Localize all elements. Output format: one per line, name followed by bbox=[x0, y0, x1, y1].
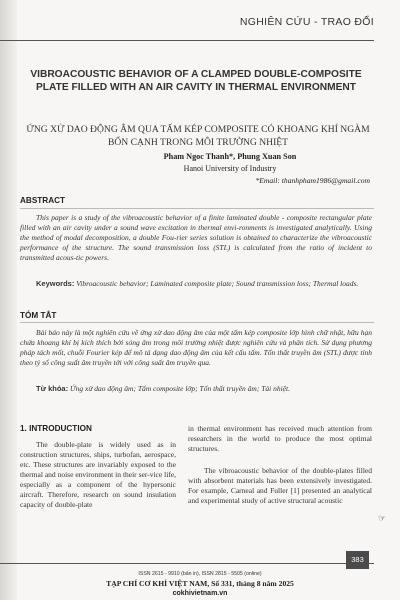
abstract-heading: ABSTRACT bbox=[20, 196, 66, 205]
binding-shadow bbox=[0, 0, 17, 600]
footer-rule bbox=[0, 563, 374, 564]
keywords-label: Keywords: bbox=[36, 279, 75, 288]
intro-heading: 1. INTRODUCTION bbox=[20, 424, 92, 433]
intro-left-column: The double-plate is widely used as in construction structures, ships, turbofan, aerospace, etc. These structures are invariably exposed to the thermal and noise environment in their ser-vice life, especially as a component of the hypersonic aircraft. Therefore, research on sound insulation capacity of double-plate bbox=[20, 440, 176, 509]
author-names: Pham Ngoc Thanh*, Phung Xuan Son bbox=[163, 152, 297, 161]
abstract-body: This paper is a study of the vibroacoustic behavior of a finite laminated double - composite rectangular plate filled with an air cavity under a sound wave excitation in thermal envi-ronments is investigated analytically. Using the method of modal decomposition, a double Fou-rier series solution is obtained to characterize the vibroacoustic performance of the structure. The sound transmission loss (STL) is calculated from the ratio of incident to transmitted acous-tic powers. bbox=[20, 213, 372, 262]
summary-keywords-list: Ứng xử dao động âm; Tấm composite lớp; Tổn thất truyền âm; Tải nhiệt. bbox=[69, 384, 290, 393]
author-email[interactable]: *Email: thanhpham1986@gmail.com bbox=[255, 176, 370, 185]
page-number: 383 bbox=[346, 551, 369, 569]
title-vietnamese: ỨNG XỬ DAO ĐỘNG ÂM QUA TẤM KÉP COMPOSITE CÓ KHOANG KHÍ NGÀM BỐN CẠNH TRONG MÔI TRƯỜNG NHIỆT bbox=[26, 124, 370, 148]
title-english: VIBROACOUSTIC BEHAVIOR OF A CLAMPED DOUBLE-COMPOSITE PLATE FILLED WITH AN AIR CAVITY IN THERMAL ENVIRONMENT bbox=[30, 69, 362, 93]
footer-journal: TẠP CHÍ CƠ KHÍ VIỆT NAM, Số 331, tháng 8 năm 2025 bbox=[106, 579, 294, 588]
summary-heading: TÓM TẮT bbox=[20, 311, 57, 320]
intro-right-column-p1: in thermal environment has received much attention from researchers in the world to produce the most optimal structures. bbox=[188, 424, 372, 453]
intro-right-column-p2: The vibroacoustic behavior of the double-plates filled with absorbent materials has been extensively investigated. For example, Carneal and Fuller [1] presented an analytical and experimental study of active structural acoustic bbox=[188, 466, 372, 505]
section-tag: NGHIÊN CỨU - TRAO ĐỔI bbox=[239, 16, 374, 28]
keywords-list: Vibroacoustic behavior; Laminated composite plate; Sound transmission loss; Thermal loads. bbox=[76, 279, 359, 288]
summary-keywords-label: Từ khóa: bbox=[36, 384, 69, 393]
abstract-keywords bbox=[20, 279, 372, 289]
footer-issn: ISSN 2615 - 9910 (bản in), ISSN 2815 - 5505 (online) bbox=[138, 571, 262, 577]
author-affiliation: Hanoi University of Industry bbox=[183, 164, 277, 173]
pointing-hand-icon: ☞ bbox=[378, 513, 387, 523]
abstract-divider bbox=[20, 208, 374, 209]
header-rule bbox=[0, 40, 374, 41]
summary-body: Bài báo này là một nghiên cứu về ứng xử dao động âm của một tấm kép composite lớp hình chữ nhật, hữu hạn chứa khoang khí bị kích thích bởi sóng âm trong môi trường nhiệt được nghiên cứu và phân tích. Sử dụng phương pháp tách mốt, chuỗi Fourier kép để mô tả dạng dao động âm của kết cấu tấm. Tổn thất truyền âm (STL) được tính theo tỷ số công suất âm truyền tới với công suất âm truyền qua. bbox=[20, 328, 372, 367]
footer-website[interactable]: cokhivietnam.vn bbox=[172, 590, 228, 597]
summary-divider bbox=[20, 322, 374, 323]
summary-keywords bbox=[20, 384, 372, 394]
